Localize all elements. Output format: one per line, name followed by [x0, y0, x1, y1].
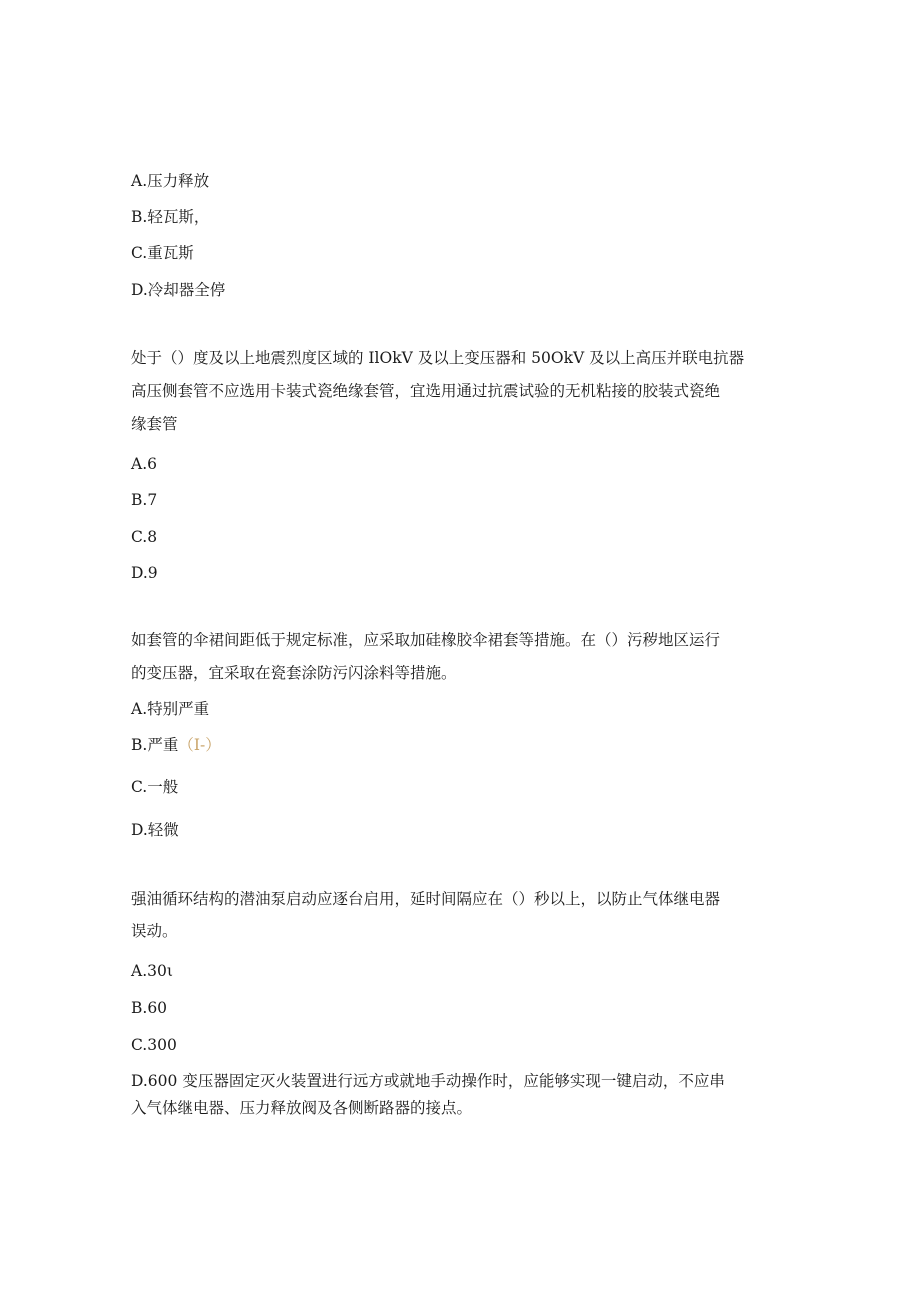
q4-option-b: B.60 [131, 999, 168, 1017]
q2-question-line-2: 高压侧套管不应选用卡装式瓷绝缘套管，宜选用通过抗震试验的无机粘接的胶装式瓷绝 [131, 382, 721, 400]
q1-option-d: D.冷却器全停 [131, 281, 226, 299]
q3-option-a: A.特别严重 [131, 700, 210, 718]
q3-option-b [131, 735, 221, 755]
q4-question-line-2: 误动。 [131, 922, 178, 940]
q2-option-d: D.9 [131, 564, 158, 582]
q4-option-d-line-1: D.600 变压器固定灭火装置进行远方或就地手动操作时，应能够实现一键启动，不应串 [131, 1072, 725, 1090]
q4-option-d-line-2: 入气体继电器、压力释放阀及各侧断路器的接点。 [131, 1099, 473, 1117]
q4-option-a: A.30ι [131, 962, 173, 980]
q3-question-line-2: 的变压器，宜采取在瓷套涂防污闪涂料等措施。 [131, 664, 457, 682]
q3-option-b-note: （I-） [178, 736, 221, 754]
q4-question-line-1: 强油循环结构的潜油泵启动应逐台启用，延时间隔应在（）秒以上，以防止气体继电器 [131, 890, 721, 908]
q2-option-b: B.7 [131, 491, 158, 509]
q3-option-d: D.轻微 [131, 821, 179, 839]
q2-option-a: A.6 [131, 455, 157, 473]
q3-question-line-1: 如套管的伞裙间距低于规定标准，应采取加硅橡胶伞裙套等措施。在（）污秽地区运行 [131, 631, 721, 649]
q2-question-line-3: 缘套管 [131, 415, 178, 433]
q3-option-b-text: B.严重 [131, 736, 179, 754]
q1-option-c: C.重瓦斯 [131, 244, 194, 262]
q1-option-b: B.轻瓦斯， [131, 208, 210, 226]
q3-option-c: C.一般 [131, 778, 179, 796]
q1-option-a: A.压力释放 [131, 172, 210, 190]
q2-option-c: C.8 [131, 528, 158, 546]
q4-option-c: C.300 [131, 1036, 177, 1054]
q2-question-line-1: 处于（）度及以上地震烈度区域的 IlOkV 及以上变压器和 50OkV 及以上高压并联电抗器 [131, 349, 745, 367]
